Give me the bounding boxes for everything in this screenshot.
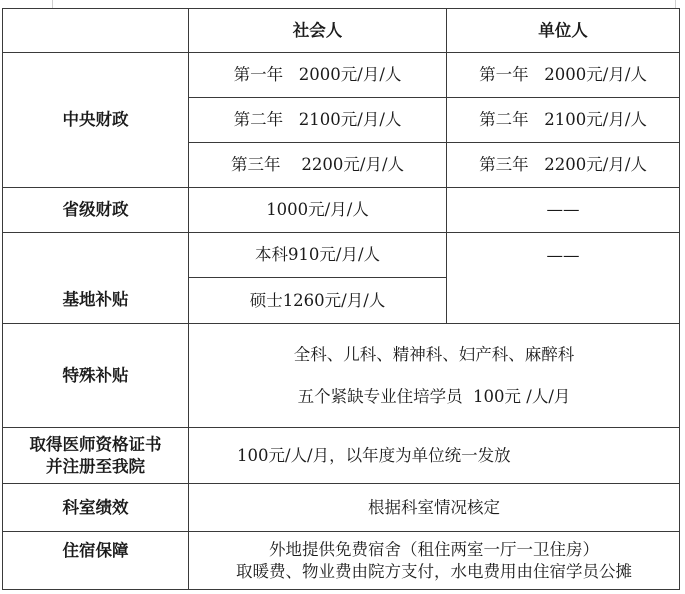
housing-line1: 外地提供免费宿舍（租住两室一厅一卫住房） (269, 539, 599, 559)
central-unit-year2: 第二年 2100元/月/人 (447, 98, 680, 143)
housing-line2: 取暖费、物业费由院方支付，水电费用由住宿学员公摊 (236, 561, 632, 581)
special-subsidy-cell (189, 324, 680, 428)
base-social-master: 硕士1260元/月/人 (189, 278, 447, 324)
provincial-row (3, 188, 680, 233)
license-label-line1: 取得医师资格证书 (29, 434, 162, 454)
base-unit-value: —— (447, 233, 680, 324)
central-finance-label: 中央财政 (3, 53, 189, 188)
performance-value: 根据科室情况核定 (189, 484, 680, 532)
special-subsidy-label: 特殊补贴 (3, 324, 189, 428)
performance-label: 科室绩效 (3, 484, 189, 532)
housing-label: 住宿保障 (3, 532, 189, 590)
subsidy-table (2, 8, 679, 590)
license-value: 100元/人/月，以年度为单位统一发放 (189, 428, 680, 484)
license-label (3, 428, 189, 484)
base-social-bachelor: 本科910元/月/人 (189, 233, 447, 278)
header-unit: 单位人 (447, 9, 680, 53)
license-row (3, 428, 680, 484)
special-row (3, 324, 680, 428)
provincial-social-value: 1000元/月/人 (189, 188, 447, 233)
page-top-margin-line (52, 0, 676, 8)
header-social: 社会人 (189, 9, 447, 53)
base-subsidy-label: 基地补贴 (3, 233, 189, 324)
special-subsidy-line1: 全科、儿科、精神科、妇产科、麻醉科 (293, 344, 575, 364)
license-label-line2: 并注册至我院 (46, 456, 145, 476)
header-blank-cell (3, 9, 189, 53)
housing-row (3, 532, 680, 590)
central-unit-year1: 第一年 2000元/月/人 (447, 53, 680, 98)
central-unit-year3: 第三年 2200元/月/人 (447, 143, 680, 188)
provincial-unit-value: —— (447, 188, 680, 233)
central-social-year3: 第三年 2200元/月/人 (189, 143, 447, 188)
performance-row (3, 484, 680, 532)
special-subsidy-line2: 五个紧缺专业住培学员 100元 /人/月 (297, 386, 571, 406)
central-row-1 (3, 53, 680, 98)
housing-cell (189, 532, 680, 590)
central-social-year1: 第一年 2000元/月/人 (189, 53, 447, 98)
central-social-year2: 第二年 2100元/月/人 (189, 98, 447, 143)
header-row (3, 9, 680, 53)
base-row-1 (3, 233, 680, 278)
provincial-finance-label: 省级财政 (3, 188, 189, 233)
